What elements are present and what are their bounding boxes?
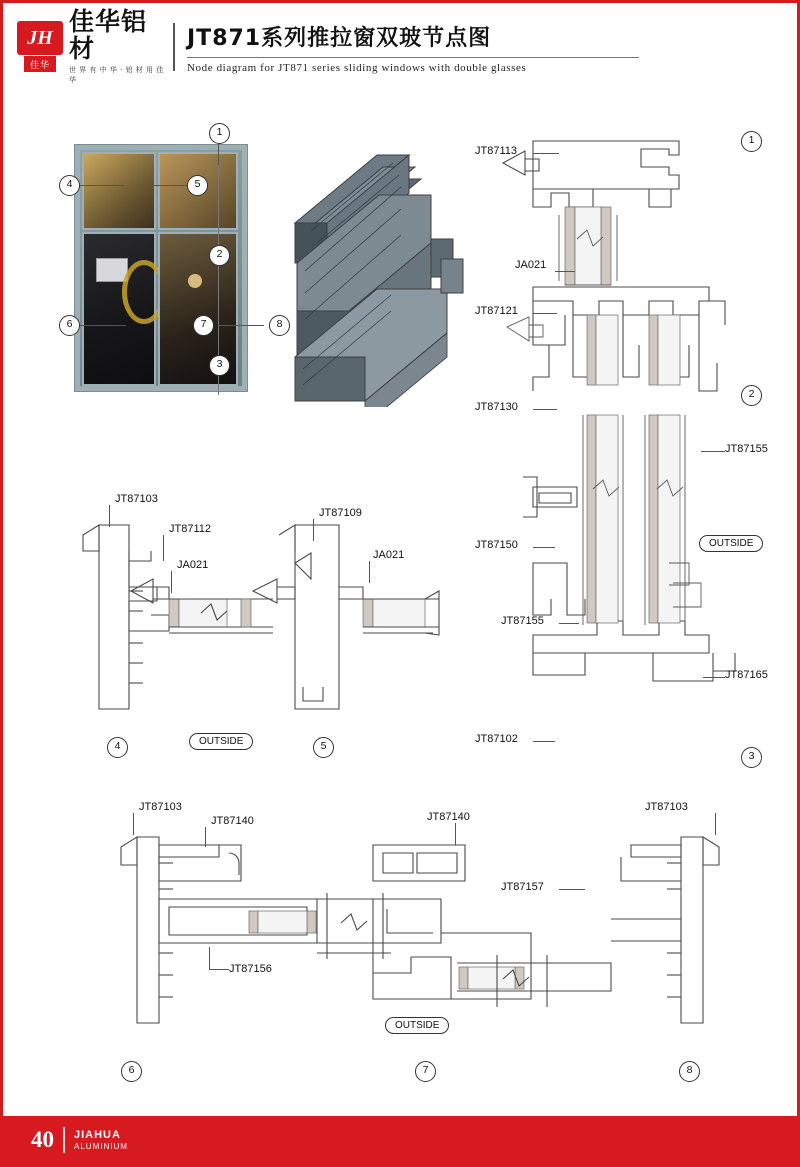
leader-jt87140-right (455, 823, 456, 845)
page-title: JT871系列推拉窗双玻节点图 (187, 25, 492, 51)
logo-icon (17, 21, 63, 73)
brand-logo (3, 3, 171, 91)
leader-ja021-right (555, 271, 575, 272)
profile-3d-render (281, 143, 477, 407)
leader-ja021-left (171, 571, 172, 593)
label-jt87156: JT87156 (229, 963, 272, 975)
callout-5-detail: 5 (313, 737, 334, 758)
leader-jt87103-mid (109, 505, 110, 527)
logo-mark-text: JH (17, 21, 63, 55)
footer-divider (63, 1127, 65, 1153)
brand-name-cn: 佳华铝材 (69, 7, 148, 63)
label-jt87103-mid: JT87103 (115, 493, 158, 505)
page-subtitle: Node diagram for JT871 series sliding windows with double glasses (187, 61, 527, 74)
leader-jt87140-left (205, 827, 206, 847)
page-header (3, 3, 797, 91)
outside-badge-middle: OUTSIDE (189, 733, 253, 750)
callout-2-overview: 2 (209, 245, 230, 266)
header-divider (173, 23, 175, 71)
label-ja021-left: JA021 (177, 559, 209, 571)
callout-1-detail: 1 (741, 131, 762, 152)
leader-photo-4 (78, 185, 124, 186)
callout-6-overview: 6 (59, 315, 80, 336)
detail-group-middle-left (73, 503, 453, 753)
window-photo (75, 145, 247, 391)
label-jt87140-right: JT87140 (427, 811, 470, 823)
leader-jt87102 (533, 741, 555, 742)
label-jt87157: JT87157 (501, 881, 544, 893)
leader-jt87112 (163, 535, 164, 561)
leader-jt87150 (533, 547, 555, 548)
page-number: 40 (31, 1127, 54, 1152)
leader-ja021-right2 (369, 561, 370, 583)
leader-jt87103-bl (133, 813, 134, 835)
leader-jt87156-v (209, 947, 210, 969)
label-jt87155-upper: JT87155 (725, 443, 768, 455)
callout-3-detail: 3 (741, 747, 762, 768)
label-jt87150: JT87150 (475, 539, 518, 551)
page-footer (3, 1116, 797, 1164)
photo-pane-bottom-left (82, 232, 156, 386)
photo-pane-top-left (82, 152, 156, 230)
leader-jt87113 (533, 153, 559, 154)
label-jt87130: JT87130 (475, 401, 518, 413)
label-jt87103-bottom-left: JT87103 (139, 801, 182, 813)
outside-badge-bottom: OUTSIDE (385, 1017, 449, 1034)
brand-slogan: 世 界 有 中 华 · 铝 材 用 佳 华 (69, 65, 164, 84)
callout-6-detail: 6 (121, 1061, 142, 1082)
label-jt87109: JT87109 (319, 507, 362, 519)
callout-8-detail: 8 (679, 1061, 700, 1082)
leader-photo-6 (78, 325, 126, 326)
label-jt87165: JT87165 (725, 669, 768, 681)
callout-5-overview: 5 (187, 175, 208, 196)
label-jt87102: JT87102 (475, 733, 518, 745)
label-jt87103-bottom-right: JT87103 (645, 801, 688, 813)
callout-4-detail: 4 (107, 737, 128, 758)
leader-jt87103-br (715, 813, 716, 835)
outside-badge-right: OUTSIDE (699, 535, 763, 552)
callout-7-overview: 7 (193, 315, 214, 336)
title-rule (187, 57, 639, 58)
label-jt87112: JT87112 (169, 523, 211, 535)
footer-brand-sub: ALUMINIUM (74, 1141, 128, 1151)
leader-photo-1 (218, 143, 219, 165)
photo-lamp (188, 274, 202, 288)
leader-jt87165 (703, 677, 725, 678)
callout-4-overview: 4 (59, 175, 80, 196)
footer-brand-name: JIAHUA (74, 1129, 121, 1142)
leader-jt87109 (313, 519, 314, 541)
label-ja021-right: JA021 (515, 259, 547, 271)
leader-photo-8 (218, 325, 264, 326)
header-bottom-spacer (3, 91, 797, 92)
leader-jt87121 (533, 313, 557, 314)
callout-1-overview: 1 (209, 123, 230, 144)
logo-mark-sub: 佳华 (24, 56, 56, 72)
callout-2-detail: 2 (741, 385, 762, 406)
label-ja021-right2: JA021 (373, 549, 405, 561)
callout-8-overview: 8 (269, 315, 290, 336)
leader-jt87156-h (209, 969, 229, 970)
label-jt87113: JT87113 (475, 145, 517, 157)
label-jt87155-lower: JT87155 (501, 615, 544, 627)
callout-3-overview: 3 (209, 355, 230, 376)
label-jt87121: JT87121 (475, 305, 518, 317)
callout-7-detail: 7 (415, 1061, 436, 1082)
leader-jt87155-lower (559, 623, 579, 624)
leader-jt87157 (559, 889, 585, 890)
leader-jt87130 (533, 409, 557, 410)
leader-jt87155-upper (701, 451, 725, 452)
label-jt87140-left: JT87140 (211, 815, 254, 827)
